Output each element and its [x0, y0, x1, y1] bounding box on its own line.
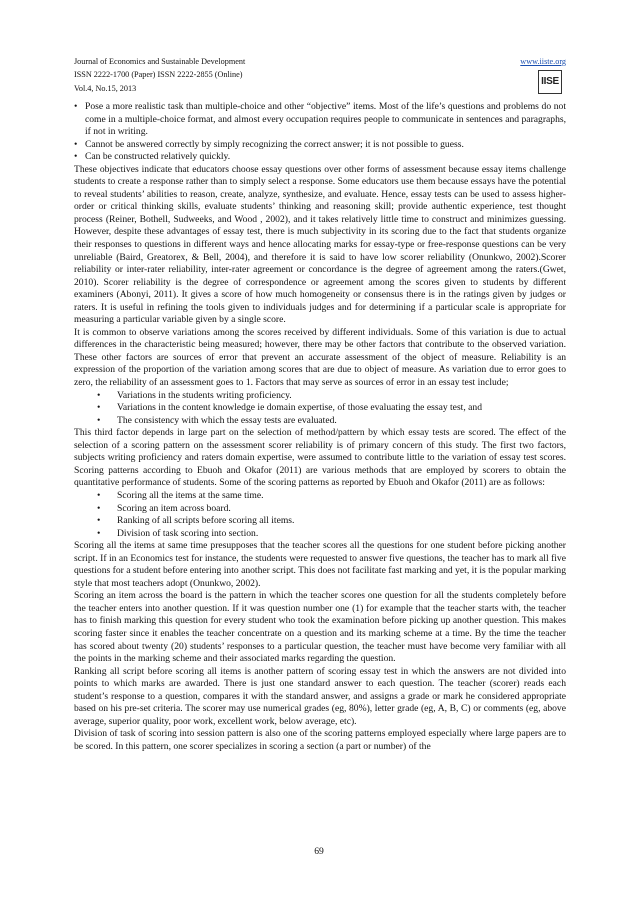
advantages-bullet-list: [74, 101, 566, 164]
paragraph-score-variation: It is common to observe variations among the scores received by different individuals. Some of this variation is due to actual differences in the characteristic being measured; however, there may be other factors that contribute to the observed variation. These other factors are sources of error that prevent an accurate assessment of the object of measure. Reliability is an expression of the proportion of the variation among scores that are due to object of measure. As variation due to error goes to zero, the reliability of an assessment goes to 1. Factors that may serve as sources of error in an essay test include;: [74, 326, 566, 389]
list-item: • The consistency with which the essay tests are evaluated.: [74, 415, 566, 428]
list-item: • Scoring an item across board.: [74, 503, 566, 516]
page-header: [74, 55, 566, 95]
volume-line: Vol.4, No.15, 2013: [74, 83, 137, 93]
paragraph-item-across-board: Scoring an item across the board is the pattern in which the teacher scores one question for all the students completely before the teacher enters into another question. If it was question number one (1) for example that the teacher starts with, the teacher has to finish marking this question for every student who took the examination before picking up another question. This makes scoring faster since it enables the teacher concentrate on a question and its marking scheme at a time. By the time the teacher has scored about twenty (20) students’ responses to a particular question, the teacher must have become very familiar with all the points in the marking scheme and their associated marks regarding the question.: [74, 590, 566, 665]
iiste-logo-icon: IISE: [538, 70, 562, 94]
list-item: • Division of task scoring into section.: [74, 528, 566, 541]
paragraph-ranking-scripts: Ranking all script before scoring all items is another pattern of scoring essay test in which the answers are not divided into points to which marks are awarded. There is just one standard answer to each question. The teacher (scorer) reads each student’s response to a question, compares it with the standard answer, and assigns a grade or mark he considered appropriate based on his pre-set criteria. The scorer may use numerical grades (eg, 80%), letter grade (eg, A, B, C) or comments (eg, above average, superior quality, poor work, excellent work, below average, etc).: [74, 665, 566, 727]
list-item: • Can be constructed relatively quickly.: [74, 151, 566, 164]
list-item: • Ranking of all scripts before scoring all items.: [74, 515, 566, 528]
issn-line: ISSN 2222-1700 (Paper) ISSN 2222-2855 (Online): [74, 70, 243, 80]
list-item: • Pose a more realistic task than multiple-choice and other “objective” items. Most of the life’s questions and problems do not come in a multiple-choice format, and almost every occupation requires people to communicate in sentences and paragraphs, if not in writing.: [74, 101, 566, 139]
page-number: 69: [314, 846, 324, 857]
paragraph-third-factor: This third factor depends in large part on the selection of method/pattern by which essay tests are scored. The effect of the selection of a scoring pattern on the assessment scorer reliability is of primary concern of this study. The first two factors, subjects writing proficiency and raters domain expertise, were assumed to contribute little to the variation of essay test scores. Scoring patterns according to Ebuoh and Okafor (2011) are various methods that are employed by scorers to obtain the quantitative performance of students. Some of the scoring patterns as reported by Ebuoh and Okafor (2011) are as follows:: [74, 427, 566, 489]
list-item: • Scoring all the items at the same time.: [74, 490, 566, 503]
list-item: • Cannot be answered correctly by simply recognizing the correct answer; it is not possible to guess.: [74, 139, 566, 152]
journal-title: Journal of Economics and Sustainable Development: [74, 57, 246, 66]
error-sources-bullet-list: [74, 390, 566, 428]
paragraph-essay-objectives: These objectives indicate that educators choose essay questions over other forms of assessment because essay items challenge students to create a response rather than to simply select a response. Some educators use them because essays have the potential to reveal students’ abilities to reason, create, analyze, synthesize, and evaluate. Hence, essay tests can be used to assess higher-order or critical thinking skills, evaluate students’ thinking and reasoning skill; provide authentic experience, test thought process (Reiner, Bothell, Sudweeks, and Wood , 2002), and it takes relatively little time to construct and minimizes guessing. However, despite these advantages of essay test, there is much subjectivity in its scoring due to the fact that students organize their responses to questions in different ways and hence allocating marks for essay-type or free-response questions can be very unreliable (Baird, Greatorex, & Bell, 2004), and therefore it is said to have low scorer reliability (Onunkwo, 2002).Scorer reliability or inter-rater reliability, inter-rater agreement or concordance is the degree of agreement among the raters.(Gwet, 2010). Scorer reliability is the degree of correspondence or agreement among the scores given to students by different examiners (Abonyi, 2011). It gives a score of how much homogeneity or consensus there is in the ratings given by judges or raters. It is useful in refining the tools given to individuals judges and for determining if a particular scale is appropriate for measuring a particular variable given by a single score.: [74, 163, 566, 326]
scoring-patterns-bullet-list: [74, 490, 566, 540]
paragraph-division-of-task: Division of task of scoring into session pattern is also one of the scoring patterns employed especially where large papers are to be scored. In this pattern, one scorer specializes in scoring a section (a part or number) of the: [74, 728, 566, 752]
list-item: • Variations in the content knowledge ie domain expertise, of those evaluating the essay test, and: [74, 402, 566, 415]
paragraph-scoring-all-items: Scoring all the items at same time presupposes that the teacher scores all the questions for one student before picking another script. If in an Economics test for instance, the students were requested to answer five questions, the teacher has to mark all five questions for a student before entering into another script. This does not facilitate fast marking and yet, it is the popular marking style that most teachers adopt (Onunkwo, 2002).: [74, 540, 566, 589]
journal-url-link[interactable]: www.iiste.org: [520, 57, 566, 66]
list-item: • Variations in the students writing proficiency.: [74, 390, 566, 403]
